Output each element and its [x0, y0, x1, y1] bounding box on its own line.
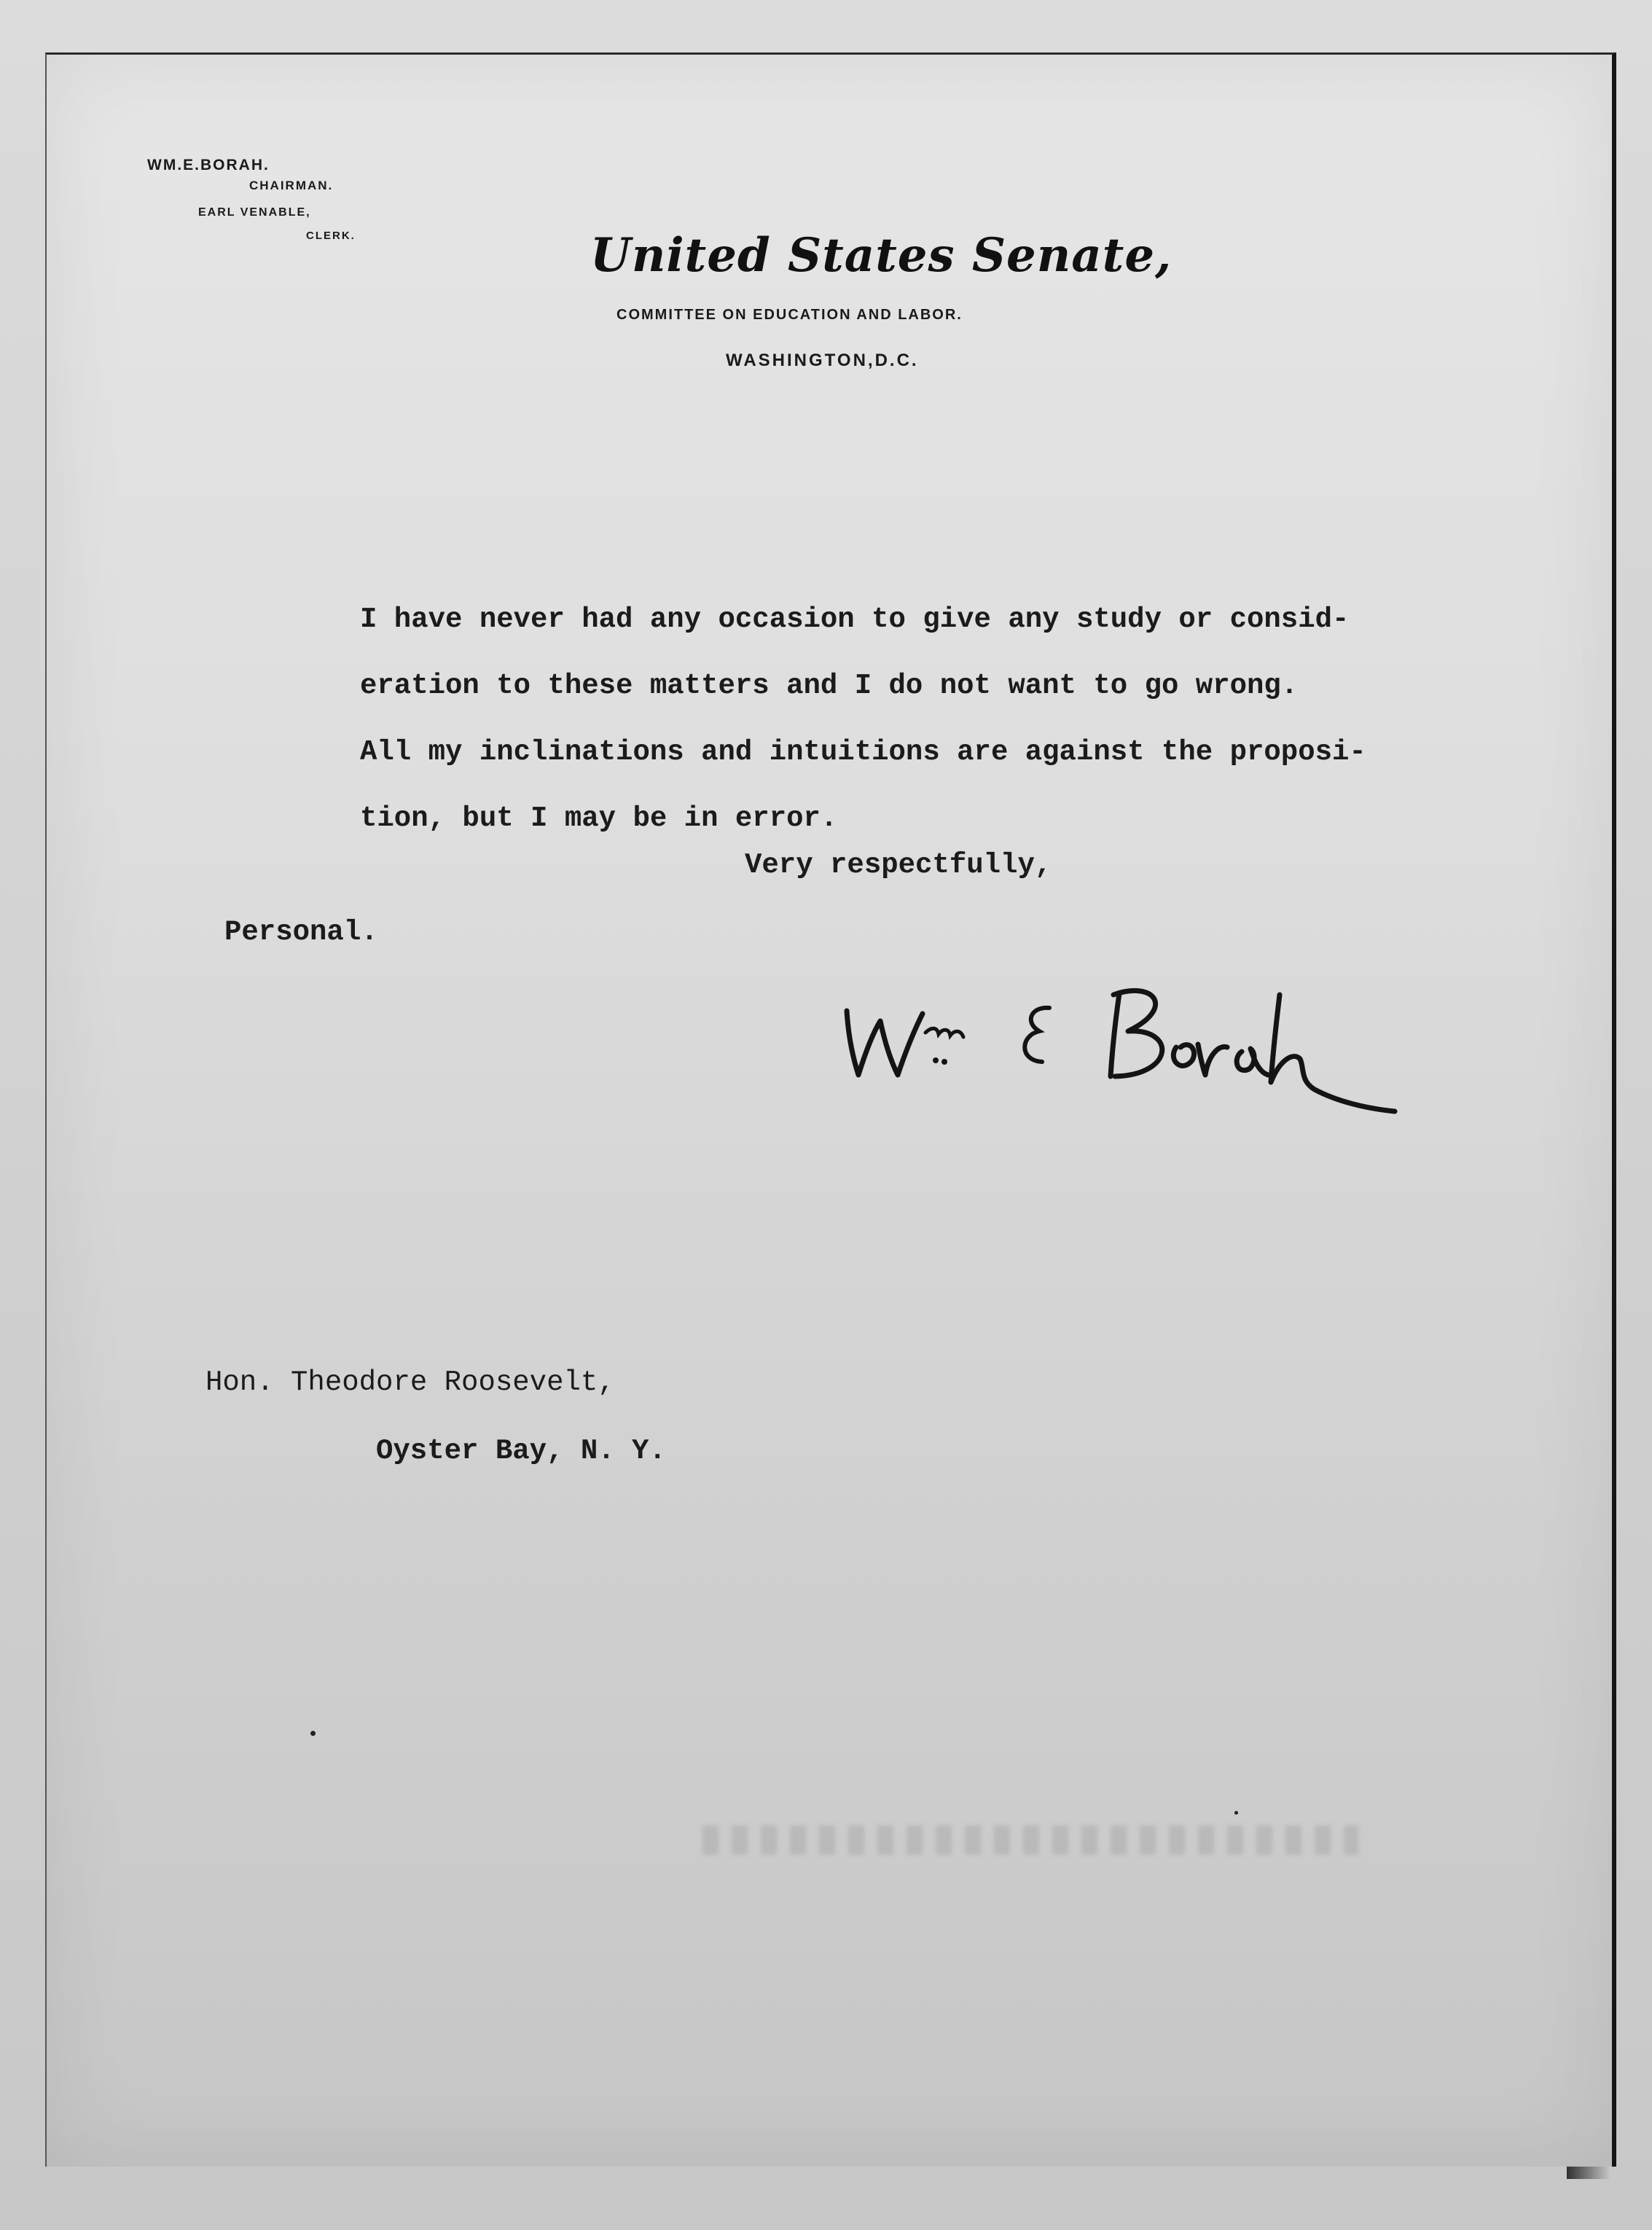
letter-body: [360, 587, 1584, 852]
letter-sheet: [45, 52, 1616, 2167]
letterhead-clerk-name: EARL VENABLE,: [198, 206, 311, 219]
letterhead-clerk-title: CLERK.: [306, 230, 356, 242]
letterhead-institution: United States Senate,: [590, 228, 1173, 283]
body-line: All my inclinations and intuitions are against the proposi-: [360, 736, 1366, 768]
body-line: eration to these matters and I do not want to go wrong.: [360, 670, 1299, 702]
letterhead-chairman-name: WM.E.BORAH.: [147, 157, 270, 173]
bleed-through-marks: [702, 1826, 1358, 1855]
letterhead-chairman-title: CHAIRMAN.: [249, 179, 334, 192]
letterhead-city: WASHINGTON,D.C.: [726, 351, 919, 370]
letterhead-committee: COMMITTEE ON EDUCATION AND LABOR.: [616, 307, 963, 323]
addressee-city: Oyster Bay, N. Y.: [376, 1435, 666, 1467]
body-line: tion, but I may be in error.: [360, 802, 838, 834]
body-line: I have never had any occasion to give any study or consid-: [360, 603, 1350, 635]
closing-salutation: Very respectfully,: [745, 849, 1052, 881]
personal-marking: Personal.: [224, 916, 378, 948]
addressee-name: Hon. Theodore Roosevelt,: [205, 1366, 615, 1398]
paper-speck: [1234, 1811, 1238, 1815]
paper-speck: [310, 1731, 316, 1736]
handwritten-signature: [834, 966, 1417, 1126]
